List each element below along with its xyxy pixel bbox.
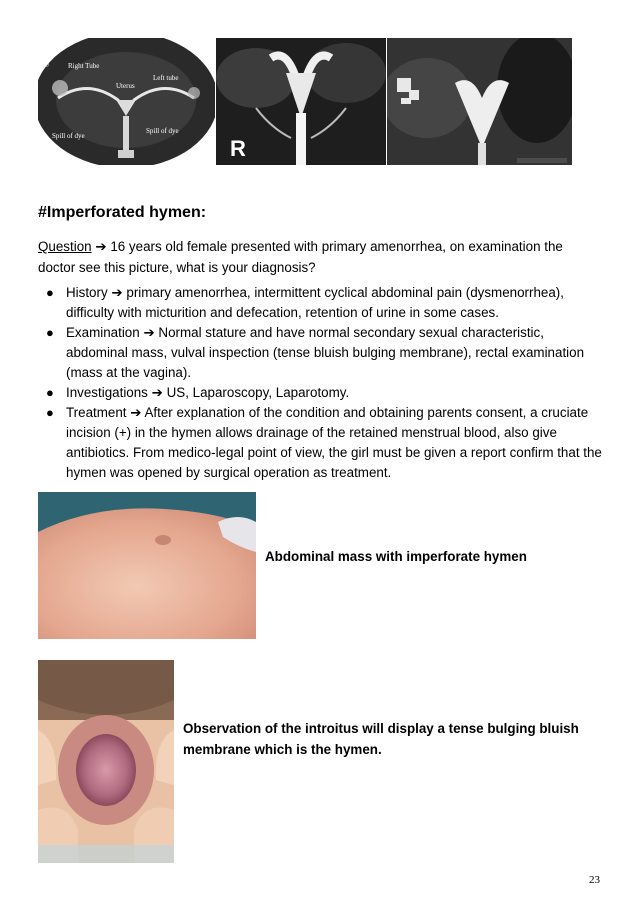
bullet-icon: ● xyxy=(46,385,54,400)
bullet-label: History xyxy=(66,285,108,300)
bullet-icon: ● xyxy=(46,325,54,340)
caption-abdominal-mass: Abdominal mass with imperforate hymen xyxy=(265,549,527,564)
xray-label-right-tube: Right Tube xyxy=(68,62,100,70)
svg-text:◎: ◎ xyxy=(44,62,50,68)
bullet-icon: ● xyxy=(46,405,54,420)
caption-introitus: Observation of the introitus will display a tense bulging bluish membrane which is the hymen. xyxy=(183,721,579,757)
xray-side-marker: R xyxy=(230,136,246,161)
hsg-xray-image-2 xyxy=(216,38,386,165)
xray-label-spill-left: Spill of dye xyxy=(52,132,85,140)
xray-label-spill-right: Spill of dye xyxy=(146,127,179,135)
bullet-label: Investigations xyxy=(66,385,148,400)
arrow-icon: ➔ xyxy=(143,325,155,340)
xray-label-uterus: Uterus xyxy=(116,82,135,90)
arrow-icon: ➔ xyxy=(111,285,123,300)
xray-label-left-tube: Left tube xyxy=(153,74,179,82)
page-number: 23 xyxy=(589,874,600,886)
list-item-examination xyxy=(38,323,608,383)
question-label: Question xyxy=(38,239,92,254)
list-item-history xyxy=(38,283,608,323)
question-paragraph xyxy=(38,236,598,278)
question-text: 16 years old female presented with primary amenorrhea, on examination the doctor see this picture, what is your diagnosis? xyxy=(38,239,563,275)
bullet-text: US, Laparoscopy, Laparotomy. xyxy=(166,385,350,400)
hsg-xray-image-3 xyxy=(387,38,572,165)
list-item-investigations xyxy=(38,383,608,403)
arrow-icon: ➔ xyxy=(130,405,142,420)
hsg-xray-image-1 xyxy=(38,38,215,165)
introitus-photo xyxy=(38,660,174,863)
bullet-label: Treatment xyxy=(66,405,127,420)
bullet-text: Normal stature and have normal secondary sexual characteristic, abdominal mass, vulval inspection (tense bluish bulging membrane), rectal examination (mass at the vagina). xyxy=(66,325,585,380)
abdominal-mass-photo xyxy=(38,492,256,639)
bullet-list xyxy=(38,283,608,483)
arrow-icon: ➔ xyxy=(95,239,107,254)
arrow-icon: ➔ xyxy=(151,385,163,400)
list-item-treatment xyxy=(38,403,608,483)
bullet-text: primary amenorrhea, intermittent cyclical abdominal pain (dysmenorrhea), difficulty with micturition and defecation, retention of urine in some cases. xyxy=(66,285,564,320)
bullet-text: After explanation of the condition and obtaining parents consent, a cruciate incision (+) in the hymen allows drainage of the retained menstrual blood, also give antibiotics. From medico-legal point of view, the girl must be given a report confirm that the hymen was opened by surgical operation as treatment. xyxy=(66,405,602,480)
section-heading: #Imperforated hymen: xyxy=(38,204,207,221)
bullet-icon: ● xyxy=(46,285,54,300)
bullet-label: Examination xyxy=(66,325,140,340)
